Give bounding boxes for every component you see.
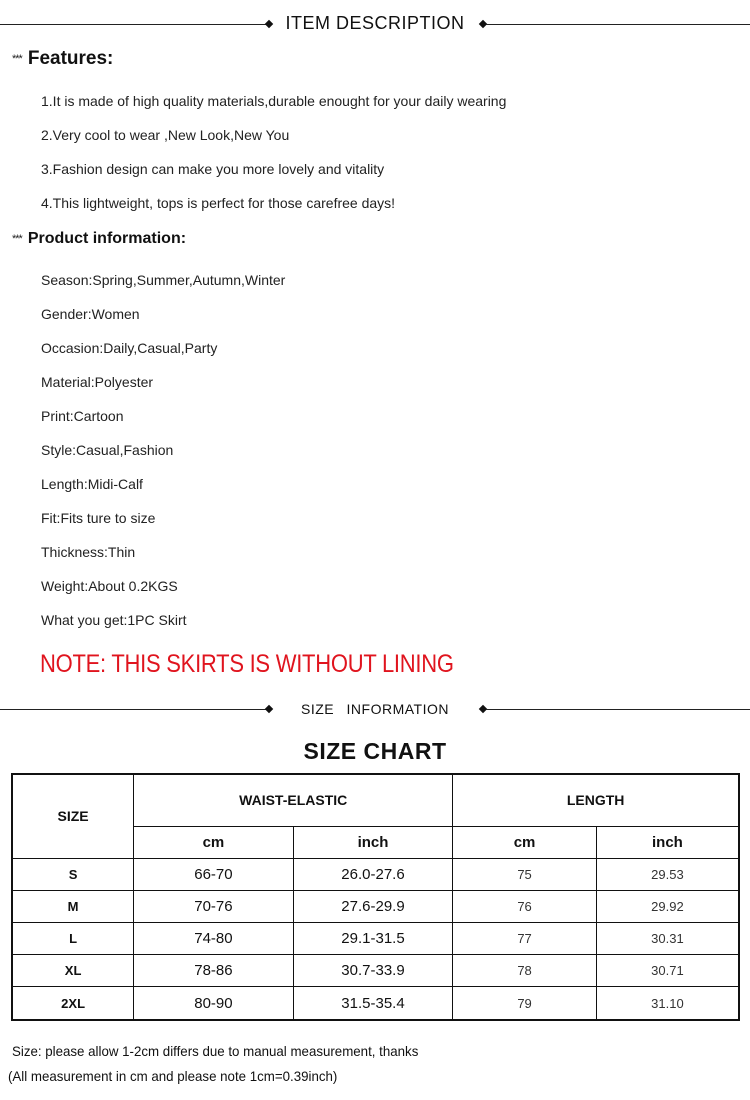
length-cm-cell: 77 <box>453 922 597 954</box>
size-cell: 2XL <box>12 987 134 1020</box>
info-length: Length:Midi-Calf <box>41 476 143 492</box>
table-row <box>12 987 739 1020</box>
table-row <box>12 922 739 954</box>
waist-cm-header: cm <box>134 826 294 858</box>
size-cell: XL <box>12 955 134 987</box>
info-thickness: Thickness:Thin <box>41 544 136 560</box>
table-row <box>12 955 739 987</box>
size-header: SIZE <box>12 774 134 858</box>
waist-inch-cell: 29.1-31.5 <box>293 922 453 954</box>
length-cm-cell: 79 <box>453 987 597 1020</box>
waist-cm-cell: 70-76 <box>134 890 294 922</box>
asterisk-icon: *** <box>12 53 22 65</box>
asterisk-icon: *** <box>12 233 22 245</box>
item-description-divider <box>0 10 750 40</box>
length-inch-cell: 30.71 <box>596 955 739 987</box>
diamond-icon <box>265 705 273 713</box>
features-heading <box>12 48 113 70</box>
length-cm-header: cm <box>453 826 597 858</box>
info-weight: Weight:About 0.2KGS <box>41 578 178 594</box>
info-occasion: Occasion:Daily,Casual,Party <box>41 340 218 356</box>
conversion-footnote: (All measurement in cm and please note 1cm=0.39inch) <box>8 1068 338 1084</box>
features-heading-label: Features: <box>27 48 114 69</box>
divider-line-right <box>486 709 750 710</box>
feature-item: 3.Fashion design can make you more lovely and vitality <box>41 161 385 177</box>
size-information-divider <box>0 695 750 725</box>
info-style: Style:Casual,Fashion <box>41 442 174 458</box>
size-cell: L <box>12 922 134 954</box>
info-fit: Fit:Fits ture to size <box>41 510 156 526</box>
product-information-heading-label: Product information: <box>27 230 187 247</box>
length-inch-cell: 29.53 <box>596 858 739 890</box>
waist-cm-cell: 80-90 <box>134 987 294 1020</box>
feature-item: 4.This lightweight, tops is perfect for those carefree days! <box>41 195 396 211</box>
measurement-footnote: Size: please allow 1-2cm differs due to manual measurement, thanks <box>12 1043 419 1059</box>
waist-inch-cell: 31.5-35.4 <box>293 987 453 1020</box>
info-print: Print:Cartoon <box>41 408 124 424</box>
info-material: Material:Polyester <box>41 374 154 390</box>
length-cm-cell: 76 <box>453 890 597 922</box>
divider-line-right <box>486 24 750 25</box>
info-season: Season:Spring,Summer,Autumn,Winter <box>41 272 286 288</box>
table-row <box>12 858 739 890</box>
product-information-heading <box>12 230 186 248</box>
length-header: LENGTH <box>453 774 739 826</box>
length-inch-header: inch <box>596 826 739 858</box>
feature-item: 2.Very cool to wear ,New Look,New You <box>41 127 290 143</box>
length-inch-cell: 29.92 <box>596 890 739 922</box>
table-header-row <box>12 774 739 826</box>
size-cell: S <box>12 858 134 890</box>
size-chart-title: SIZE CHART <box>303 738 447 764</box>
waist-inch-cell: 26.0-27.6 <box>293 858 453 890</box>
info-gender: Gender:Women <box>41 306 140 322</box>
waist-inch-header: inch <box>293 826 453 858</box>
size-chart-table <box>11 773 740 1021</box>
length-inch-cell: 30.31 <box>596 922 739 954</box>
size-information-title: SIZE INFORMATION <box>301 701 449 717</box>
waist-cm-cell: 78-86 <box>134 955 294 987</box>
waist-inch-cell: 27.6-29.9 <box>293 890 453 922</box>
lining-note: NOTE: THIS SKIRTS IS WITHOUT LINING <box>40 650 454 678</box>
feature-item: 1.It is made of high quality materials,durable enought for your daily wearing <box>41 93 507 109</box>
length-cm-cell: 75 <box>453 858 597 890</box>
diamond-icon <box>265 20 273 28</box>
length-cm-cell: 78 <box>453 955 597 987</box>
divider-line-left <box>0 709 266 710</box>
waist-inch-cell: 30.7-33.9 <box>293 955 453 987</box>
table-row <box>12 890 739 922</box>
waist-cm-cell: 66-70 <box>134 858 294 890</box>
size-cell: M <box>12 890 134 922</box>
info-package: What you get:1PC Skirt <box>41 612 187 628</box>
divider-line-left <box>0 24 266 25</box>
waist-cm-cell: 74-80 <box>134 922 294 954</box>
length-inch-cell: 31.10 <box>596 987 739 1020</box>
item-description-title: ITEM DESCRIPTION <box>285 13 465 33</box>
waist-header: WAIST-ELASTIC <box>134 774 453 826</box>
